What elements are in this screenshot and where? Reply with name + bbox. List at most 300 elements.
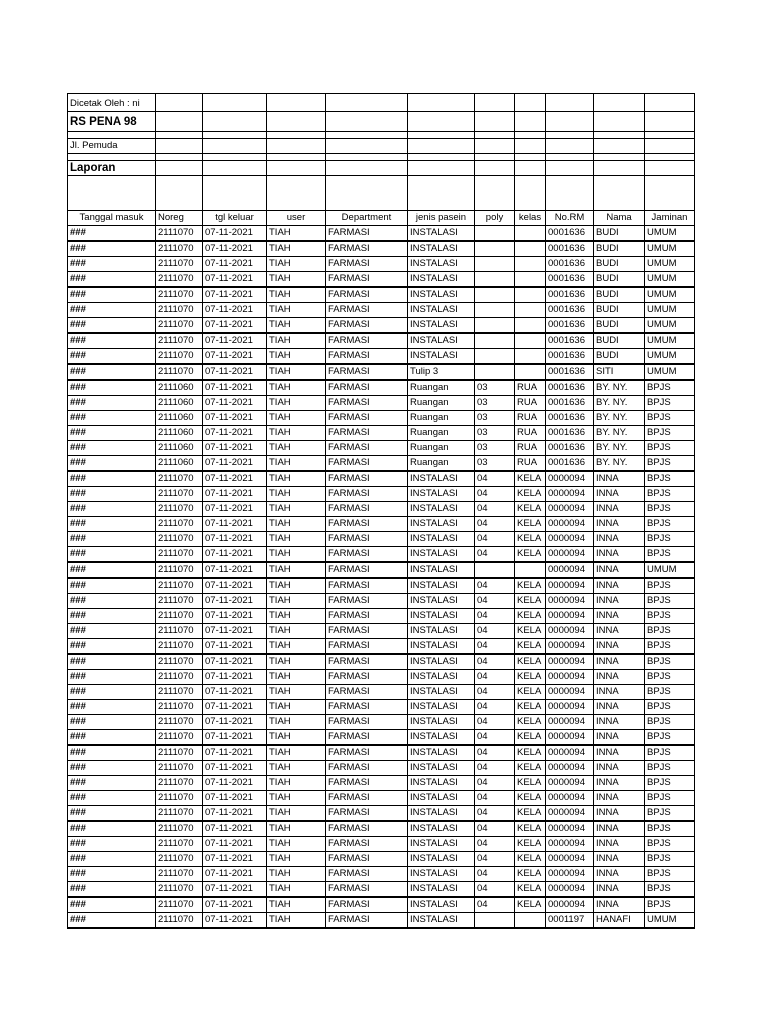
cell-department: FARMASI — [326, 639, 408, 655]
cell-department: FARMASI — [326, 456, 408, 472]
cell-user: TIAH — [267, 609, 326, 624]
cell-no-rm: 0000094 — [546, 821, 594, 837]
cell-tgl-keluar: 07-11-2021 — [203, 837, 267, 852]
col-header-poly: poly — [475, 211, 515, 226]
cell-user: TIAH — [267, 364, 326, 380]
cell-jaminan: BPJS — [645, 517, 695, 532]
cell-tgl-keluar: 07-11-2021 — [203, 532, 267, 547]
cell-no-rm: 0001636 — [546, 364, 594, 380]
cell-user: TIAH — [267, 913, 326, 929]
cell-no-rm: 0001197 — [546, 913, 594, 929]
cell-nama: INNA — [594, 897, 645, 913]
cell-no-rm: 0000094 — [546, 532, 594, 547]
cell-user: TIAH — [267, 578, 326, 594]
cell-department: FARMASI — [326, 502, 408, 517]
cell-jaminan: BPJS — [645, 471, 695, 487]
cell-tgl-keluar: 07-11-2021 — [203, 761, 267, 776]
cell-tgl-keluar: 07-11-2021 — [203, 441, 267, 456]
cell-tanggal-masuk: ### — [68, 441, 156, 456]
cell-nama: INNA — [594, 502, 645, 517]
cell-noreg: 2111070 — [156, 487, 203, 502]
cell-user: TIAH — [267, 594, 326, 609]
header-row-hospital — [68, 112, 695, 132]
cell-jaminan: BPJS — [645, 411, 695, 426]
cell-tanggal-masuk: ### — [68, 578, 156, 594]
cell-nama: BUDI — [594, 272, 645, 288]
cell-tgl-keluar: 07-11-2021 — [203, 730, 267, 746]
cell-user: TIAH — [267, 715, 326, 730]
cell-kelas — [515, 333, 546, 349]
cell-poly: 03 — [475, 456, 515, 472]
cell-tgl-keluar: 07-11-2021 — [203, 303, 267, 318]
cell-user: TIAH — [267, 776, 326, 791]
cell-department: FARMASI — [326, 380, 408, 396]
cell-department: FARMASI — [326, 761, 408, 776]
cell-no-rm: 0000094 — [546, 897, 594, 913]
cell-jaminan: BPJS — [645, 578, 695, 594]
cell-noreg: 2111070 — [156, 349, 203, 365]
cell-poly: 03 — [475, 396, 515, 411]
cell-jenis-pasein: INSTALASI — [408, 882, 475, 898]
cell-jenis-pasein: INSTALASI — [408, 715, 475, 730]
cell-tgl-keluar: 07-11-2021 — [203, 852, 267, 867]
cell-user: TIAH — [267, 532, 326, 547]
table-row — [68, 241, 695, 257]
cell-kelas: KELA — [515, 685, 546, 700]
table-row — [68, 226, 695, 242]
cell-noreg: 2111070 — [156, 821, 203, 837]
cell-jaminan: BPJS — [645, 426, 695, 441]
cell-tanggal-masuk: ### — [68, 487, 156, 502]
cell-jaminan: BPJS — [645, 867, 695, 882]
cell-no-rm: 0000094 — [546, 730, 594, 746]
cell-jaminan: BPJS — [645, 897, 695, 913]
cell-tgl-keluar: 07-11-2021 — [203, 867, 267, 882]
cell-kelas — [515, 257, 546, 272]
cell-nama: BUDI — [594, 241, 645, 257]
cell-tanggal-masuk: ### — [68, 287, 156, 303]
cell-kelas: KELA — [515, 821, 546, 837]
cell-nama: INNA — [594, 745, 645, 761]
cell-department: FARMASI — [326, 624, 408, 639]
cell-kelas — [515, 303, 546, 318]
cell-noreg: 2111070 — [156, 594, 203, 609]
cell-jaminan: UMUM — [645, 318, 695, 334]
cell-tgl-keluar: 07-11-2021 — [203, 364, 267, 380]
cell-department: FARMASI — [326, 349, 408, 365]
cell-user: TIAH — [267, 349, 326, 365]
cell-department: FARMASI — [326, 333, 408, 349]
cell-poly — [475, 226, 515, 242]
cell-nama: BY. NY. — [594, 396, 645, 411]
cell-department: FARMASI — [326, 913, 408, 929]
cell-no-rm: 0000094 — [546, 745, 594, 761]
cell-noreg: 2111070 — [156, 272, 203, 288]
header-row-printed-by — [68, 94, 695, 112]
cell-kelas — [515, 562, 546, 578]
cell-tanggal-masuk: ### — [68, 761, 156, 776]
cell-tanggal-masuk: ### — [68, 882, 156, 898]
cell-poly — [475, 257, 515, 272]
cell-poly: 04 — [475, 547, 515, 563]
cell-nama: INNA — [594, 761, 645, 776]
cell-noreg: 2111060 — [156, 456, 203, 472]
cell-tgl-keluar: 07-11-2021 — [203, 318, 267, 334]
cell-noreg: 2111070 — [156, 639, 203, 655]
cell-noreg: 2111070 — [156, 837, 203, 852]
cell-kelas: KELA — [515, 715, 546, 730]
cell-department: FARMASI — [326, 411, 408, 426]
cell-nama: BY. NY. — [594, 456, 645, 472]
cell-department: FARMASI — [326, 594, 408, 609]
cell-noreg: 2111070 — [156, 730, 203, 746]
cell-kelas — [515, 241, 546, 257]
cell-noreg: 2111070 — [156, 654, 203, 670]
cell-jaminan: BPJS — [645, 456, 695, 472]
cell-no-rm: 0000094 — [546, 685, 594, 700]
cell-tgl-keluar: 07-11-2021 — [203, 396, 267, 411]
cell-tgl-keluar: 07-11-2021 — [203, 578, 267, 594]
cell-jenis-pasein: INSTALASI — [408, 349, 475, 365]
cell-noreg: 2111070 — [156, 226, 203, 242]
cell-tanggal-masuk: ### — [68, 241, 156, 257]
cell-user: TIAH — [267, 456, 326, 472]
cell-tgl-keluar: 07-11-2021 — [203, 411, 267, 426]
table-row — [68, 562, 695, 578]
cell-jaminan: UMUM — [645, 913, 695, 929]
cell-poly: 04 — [475, 882, 515, 898]
cell-tanggal-masuk: ### — [68, 852, 156, 867]
cell-tanggal-masuk: ### — [68, 730, 156, 746]
cell-kelas: KELA — [515, 776, 546, 791]
cell-no-rm: 0000094 — [546, 547, 594, 563]
col-header-jenis-pasein: jenis pasein — [408, 211, 475, 226]
cell-jenis-pasein: INSTALASI — [408, 791, 475, 806]
cell-jaminan: UMUM — [645, 364, 695, 380]
cell-kelas: KELA — [515, 578, 546, 594]
table-row — [68, 272, 695, 288]
cell-kelas: RUA — [515, 441, 546, 456]
cell-tgl-keluar: 07-11-2021 — [203, 226, 267, 242]
cell-jenis-pasein: INSTALASI — [408, 913, 475, 929]
cell-jenis-pasein: INSTALASI — [408, 761, 475, 776]
table-row — [68, 349, 695, 365]
table-row — [68, 715, 695, 730]
cell-tgl-keluar: 07-11-2021 — [203, 502, 267, 517]
cell-nama: INNA — [594, 562, 645, 578]
header-spacer-row — [68, 154, 695, 161]
cell-user: TIAH — [267, 287, 326, 303]
cell-nama: INNA — [594, 517, 645, 532]
cell-noreg: 2111070 — [156, 517, 203, 532]
table-row — [68, 578, 695, 594]
cell-user: TIAH — [267, 806, 326, 822]
cell-kelas: KELA — [515, 502, 546, 517]
cell-tanggal-masuk: ### — [68, 303, 156, 318]
cell-tanggal-masuk: ### — [68, 837, 156, 852]
cell-no-rm: 0000094 — [546, 837, 594, 852]
cell-kelas: KELA — [515, 639, 546, 655]
cell-tanggal-masuk: ### — [68, 426, 156, 441]
cell-user: TIAH — [267, 441, 326, 456]
cell-tgl-keluar: 07-11-2021 — [203, 700, 267, 715]
cell-noreg: 2111070 — [156, 562, 203, 578]
table-row — [68, 776, 695, 791]
cell-tanggal-masuk: ### — [68, 715, 156, 730]
cell-jenis-pasein: INSTALASI — [408, 776, 475, 791]
cell-poly — [475, 272, 515, 288]
cell-user: TIAH — [267, 562, 326, 578]
cell-kelas: KELA — [515, 761, 546, 776]
cell-user: TIAH — [267, 517, 326, 532]
header-row-report-title — [68, 161, 695, 176]
cell-tgl-keluar: 07-11-2021 — [203, 776, 267, 791]
cell-tgl-keluar: 07-11-2021 — [203, 821, 267, 837]
cell-user: TIAH — [267, 226, 326, 242]
cell-no-rm: 0001636 — [546, 257, 594, 272]
column-header-row — [68, 211, 695, 226]
table-row — [68, 441, 695, 456]
cell-tgl-keluar: 07-11-2021 — [203, 594, 267, 609]
cell-nama: BY. NY. — [594, 411, 645, 426]
cell-noreg: 2111070 — [156, 715, 203, 730]
cell-department: FARMASI — [326, 837, 408, 852]
cell-tgl-keluar: 07-11-2021 — [203, 791, 267, 806]
cell-jaminan: UMUM — [645, 272, 695, 288]
cell-jenis-pasein: INSTALASI — [408, 502, 475, 517]
cell-noreg: 2111070 — [156, 471, 203, 487]
cell-kelas: KELA — [515, 791, 546, 806]
cell-jaminan: UMUM — [645, 241, 695, 257]
cell-nama: BUDI — [594, 303, 645, 318]
cell-noreg: 2111070 — [156, 532, 203, 547]
cell-no-rm: 0000094 — [546, 471, 594, 487]
cell-poly: 04 — [475, 897, 515, 913]
cell-department: FARMASI — [326, 897, 408, 913]
cell-jaminan: BPJS — [645, 776, 695, 791]
cell-jenis-pasein: INSTALASI — [408, 837, 475, 852]
cell-noreg: 2111070 — [156, 609, 203, 624]
cell-jaminan: UMUM — [645, 562, 695, 578]
cell-nama: INNA — [594, 670, 645, 685]
cell-jaminan: BPJS — [645, 806, 695, 822]
cell-poly: 04 — [475, 654, 515, 670]
cell-nama: INNA — [594, 837, 645, 852]
cell-nama: SITI — [594, 364, 645, 380]
cell-user: TIAH — [267, 426, 326, 441]
cell-jenis-pasein: INSTALASI — [408, 318, 475, 334]
cell-department: FARMASI — [326, 547, 408, 563]
cell-kelas: KELA — [515, 670, 546, 685]
col-header-kelas: kelas — [515, 211, 546, 226]
cell-jaminan: BPJS — [645, 487, 695, 502]
cell-tanggal-masuk: ### — [68, 791, 156, 806]
cell-tgl-keluar: 07-11-2021 — [203, 897, 267, 913]
table-row — [68, 913, 695, 929]
cell-user: TIAH — [267, 547, 326, 563]
cell-jenis-pasein: INSTALASI — [408, 654, 475, 670]
table-row — [68, 624, 695, 639]
cell-jenis-pasein: INSTALASI — [408, 897, 475, 913]
cell-kelas — [515, 364, 546, 380]
cell-tanggal-masuk: ### — [68, 562, 156, 578]
cell-no-rm: 0001636 — [546, 272, 594, 288]
cell-kelas: RUA — [515, 456, 546, 472]
cell-noreg: 2111070 — [156, 776, 203, 791]
cell-tgl-keluar: 07-11-2021 — [203, 913, 267, 929]
cell-jenis-pasein: INSTALASI — [408, 257, 475, 272]
cell-nama: INNA — [594, 639, 645, 655]
cell-tanggal-masuk: ### — [68, 867, 156, 882]
cell-department: FARMASI — [326, 241, 408, 257]
cell-nama: INNA — [594, 700, 645, 715]
cell-noreg: 2111070 — [156, 882, 203, 898]
cell-nama: BY. NY. — [594, 380, 645, 396]
cell-no-rm: 0001636 — [546, 287, 594, 303]
cell-jenis-pasein: INSTALASI — [408, 852, 475, 867]
cell-department: FARMASI — [326, 852, 408, 867]
cell-poly — [475, 349, 515, 365]
cell-poly — [475, 333, 515, 349]
cell-jenis-pasein: Ruangan — [408, 426, 475, 441]
cell-tanggal-masuk: ### — [68, 624, 156, 639]
cell-no-rm: 0000094 — [546, 487, 594, 502]
cell-noreg: 2111070 — [156, 897, 203, 913]
cell-jaminan: BPJS — [645, 685, 695, 700]
cell-tanggal-masuk: ### — [68, 776, 156, 791]
cell-user: TIAH — [267, 380, 326, 396]
cell-jaminan: BPJS — [645, 837, 695, 852]
table-row — [68, 791, 695, 806]
cell-noreg: 2111070 — [156, 502, 203, 517]
cell-tanggal-masuk: ### — [68, 226, 156, 242]
cell-no-rm: 0000094 — [546, 517, 594, 532]
table-row — [68, 867, 695, 882]
cell-noreg: 2111070 — [156, 318, 203, 334]
cell-user: TIAH — [267, 791, 326, 806]
cell-department: FARMASI — [326, 287, 408, 303]
cell-no-rm: 0001636 — [546, 318, 594, 334]
cell-jaminan: BPJS — [645, 639, 695, 655]
cell-tgl-keluar: 07-11-2021 — [203, 639, 267, 655]
table-row — [68, 700, 695, 715]
cell-department: FARMASI — [326, 303, 408, 318]
cell-tanggal-masuk: ### — [68, 609, 156, 624]
cell-no-rm: 0001636 — [546, 349, 594, 365]
cell-department: FARMASI — [326, 654, 408, 670]
cell-tanggal-masuk: ### — [68, 806, 156, 822]
cell-department: FARMASI — [326, 700, 408, 715]
cell-department: FARMASI — [326, 609, 408, 624]
cell-department: FARMASI — [326, 776, 408, 791]
cell-nama: INNA — [594, 776, 645, 791]
cell-user: TIAH — [267, 654, 326, 670]
cell-poly: 04 — [475, 517, 515, 532]
cell-no-rm: 0000094 — [546, 776, 594, 791]
cell-nama: INNA — [594, 609, 645, 624]
col-header-tgl-keluar: tgl keluar — [203, 211, 267, 226]
cell-tanggal-masuk: ### — [68, 396, 156, 411]
cell-nama: BY. NY. — [594, 441, 645, 456]
table-row — [68, 517, 695, 532]
cell-jenis-pasein: INSTALASI — [408, 806, 475, 822]
cell-tgl-keluar: 07-11-2021 — [203, 654, 267, 670]
cell-tanggal-masuk: ### — [68, 517, 156, 532]
cell-nama: INNA — [594, 791, 645, 806]
cell-jenis-pasein: INSTALASI — [408, 745, 475, 761]
cell-kelas: KELA — [515, 730, 546, 746]
cell-jenis-pasein: INSTALASI — [408, 547, 475, 563]
cell-user: TIAH — [267, 272, 326, 288]
cell-kelas: KELA — [515, 852, 546, 867]
cell-nama: BUDI — [594, 287, 645, 303]
cell-jaminan: UMUM — [645, 349, 695, 365]
cell-tanggal-masuk: ### — [68, 532, 156, 547]
cell-department: FARMASI — [326, 730, 408, 746]
cell-jaminan: UMUM — [645, 226, 695, 242]
cell-no-rm: 0000094 — [546, 700, 594, 715]
cell-nama: INNA — [594, 806, 645, 822]
cell-noreg: 2111070 — [156, 867, 203, 882]
printed-by-cell: Dicetak Oleh : ni — [68, 94, 156, 112]
table-row — [68, 897, 695, 913]
cell-tgl-keluar: 07-11-2021 — [203, 806, 267, 822]
cell-poly: 04 — [475, 471, 515, 487]
cell-jaminan: UMUM — [645, 303, 695, 318]
cell-user: TIAH — [267, 257, 326, 272]
cell-nama: INNA — [594, 852, 645, 867]
cell-jaminan: BPJS — [645, 745, 695, 761]
cell-jaminan: BPJS — [645, 852, 695, 867]
cell-poly: 04 — [475, 791, 515, 806]
cell-nama: INNA — [594, 532, 645, 547]
cell-tgl-keluar: 07-11-2021 — [203, 471, 267, 487]
cell-jaminan: BPJS — [645, 761, 695, 776]
cell-kelas: KELA — [515, 594, 546, 609]
cell-no-rm: 0001636 — [546, 456, 594, 472]
cell-jenis-pasein: INSTALASI — [408, 594, 475, 609]
cell-jaminan: UMUM — [645, 287, 695, 303]
cell-no-rm: 0001636 — [546, 426, 594, 441]
cell-nama: INNA — [594, 715, 645, 730]
cell-jaminan: BPJS — [645, 594, 695, 609]
cell-kelas — [515, 318, 546, 334]
cell-department: FARMASI — [326, 426, 408, 441]
cell-department: FARMASI — [326, 532, 408, 547]
cell-user: TIAH — [267, 745, 326, 761]
cell-poly: 04 — [475, 594, 515, 609]
cell-kelas — [515, 272, 546, 288]
cell-no-rm: 0000094 — [546, 502, 594, 517]
cell-poly: 03 — [475, 380, 515, 396]
table-row — [68, 806, 695, 822]
cell-tgl-keluar: 07-11-2021 — [203, 257, 267, 272]
cell-department: FARMASI — [326, 821, 408, 837]
cell-department: FARMASI — [326, 670, 408, 685]
cell-department: FARMASI — [326, 396, 408, 411]
cell-poly: 04 — [475, 578, 515, 594]
cell-poly: 04 — [475, 852, 515, 867]
cell-nama: INNA — [594, 487, 645, 502]
cell-noreg: 2111060 — [156, 411, 203, 426]
col-header-noreg: Noreg — [156, 211, 203, 226]
cell-user: TIAH — [267, 867, 326, 882]
cell-noreg: 2111070 — [156, 913, 203, 929]
table-row — [68, 882, 695, 898]
cell-user: TIAH — [267, 624, 326, 639]
cell-kelas: KELA — [515, 745, 546, 761]
col-header-nama: Nama — [594, 211, 645, 226]
